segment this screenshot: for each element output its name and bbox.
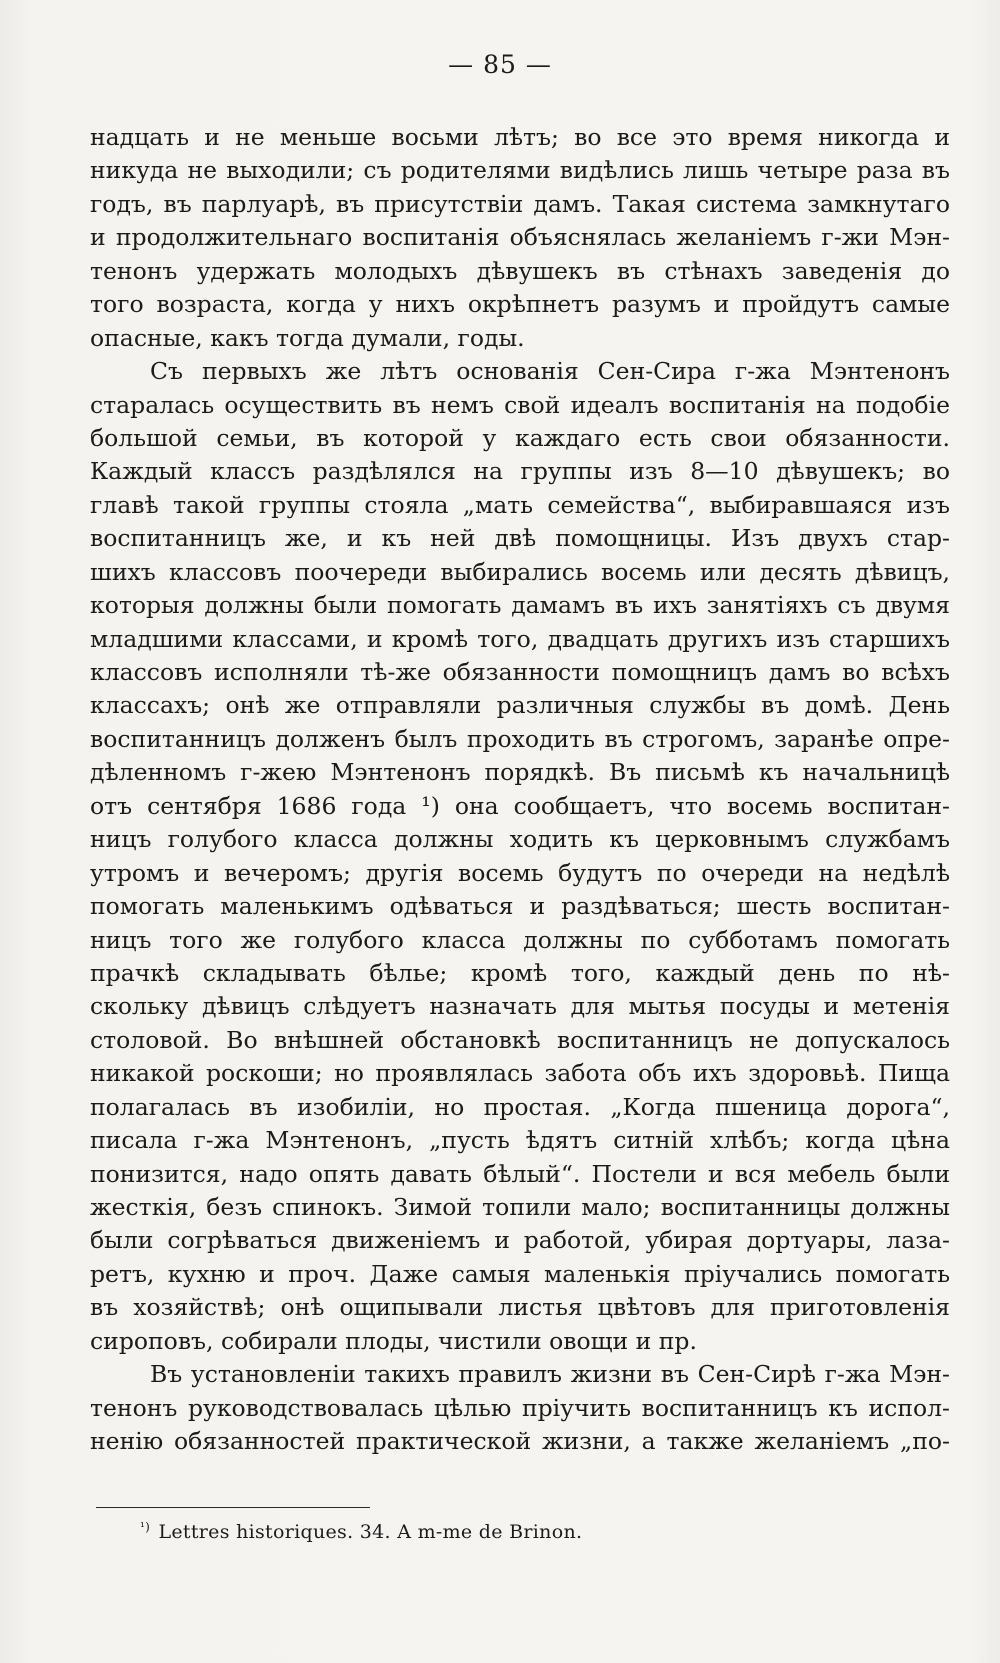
text-line: воспитанницъ же, и къ ней двѣ помощницы. Изъ двухъ стар- [90, 524, 950, 553]
text-line: старалась осуществить въ немъ свой идеалъ воспитанія на подобіе [90, 390, 950, 419]
text-line: Въ установленіи такихъ правилъ жизни въ Сен-Сирѣ г-жа Мэн- [150, 1360, 950, 1389]
text-line: полагалась въ изобиліи, но простая. „Когда пшеница дорога“, [90, 1092, 950, 1121]
text-line: никакой роскоши; но проявлялась забота объ ихъ здоровьѣ. Пища [90, 1059, 950, 1088]
text-line: тенонъ руководствовалась цѣлью пріучить воспитанницъ къ испол- [90, 1393, 950, 1422]
text-line: сироповъ, собирали плоды, чистили овощи и пр. [90, 1326, 697, 1355]
footnote [140, 1520, 582, 1543]
text-line: годъ, въ парлуарѣ, въ присутствіи дамъ. Такая система замкнутаго [90, 189, 950, 218]
text-line: младшими классами, и кромѣ того, двадцать другихъ изъ старшихъ [90, 624, 950, 653]
text-line: понизится, надо опять давать бѣлый“. Постели и вся мебель были [90, 1159, 950, 1188]
text-line: Съ первыхъ же лѣтъ основанія Сен-Сира г-жа Мэнтенонъ [150, 357, 950, 386]
text-line: тенонъ удержать молодыхъ дѣвушекъ въ стѣнахъ заведенія до [90, 256, 950, 285]
footnote-divider [96, 1507, 370, 1508]
text-line: никуда не выходили; съ родителями видѣлись лишь четыре раза въ [90, 156, 950, 185]
text-line: ретъ, кухню и проч. Даже самыя маленькія пріучались помогать [90, 1259, 950, 1288]
text-line: ненію обязанностей практической жизни, а также желаніемъ „по- [90, 1427, 950, 1456]
text-line: главѣ такой группы стояла „мать семейства“, выбиравшаяся изъ [90, 490, 950, 519]
text-line: Каждый классъ раздѣлялся на группы изъ 8—10 дѣвушекъ; во [90, 457, 950, 486]
text-line: въ хозяйствѣ; онѣ ощипывали листья цвѣтовъ для приготовленія [90, 1293, 950, 1322]
text-line: классовъ исполняли тѣ-же обязанности помощницъ дамъ во всѣхъ [90, 658, 950, 686]
text-line: писала г-жа Мэнтенонъ, „пусть ѣдятъ ситній хлѣбъ; когда цѣна [90, 1126, 950, 1155]
text-line: ницъ голубого класса должны ходить къ церковнымъ службамъ [90, 825, 950, 854]
text-line: скольку дѣвицъ слѣдуетъ назначать для мытья посуды и метенія [90, 992, 950, 1021]
text-line: помогать маленькимъ одѣваться и раздѣваться; шесть воспитан- [90, 892, 950, 921]
text-line: отъ сентября 1686 года ¹) она сообщаетъ, что восемь воспитан- [90, 791, 950, 820]
page-number: — 85 — [448, 50, 552, 79]
text-line: жесткія, безъ спинокъ. Зимой топили мало; воспитанницы должны [90, 1193, 950, 1221]
text-line: утромъ и вечеромъ; другія восемь будутъ по очереди на недѣлѣ [90, 858, 950, 887]
text-line: надцать и не меньше восьми лѣтъ; во все это время никогда и [90, 123, 950, 151]
body-text [90, 121, 950, 1459]
text-line: и продолжительнаго воспитанія объяснялась желаніемъ г-жи Мэн- [90, 223, 950, 252]
text-line: классахъ; онѣ же отправляли различныя службы въ домѣ. День [90, 691, 950, 720]
footnote-marker: ¹) [140, 1520, 151, 1534]
text-line: были согрѣваться движеніемъ и работой, убирая дортуары, лаза- [90, 1226, 950, 1255]
text-line: которыя должны были помогать дамамъ въ ихъ занятіяхъ съ двумя [90, 591, 950, 620]
text-line: воспитанницъ долженъ былъ проходить въ строгомъ, заранѣе опре- [90, 724, 950, 753]
footnote-text: Lettres historiques. 34. A m-me de Brinon. [158, 1521, 583, 1543]
text-line: опасные, какъ тогда думали, годы. [90, 323, 525, 352]
text-line: дѣленномъ г-жею Мэнтенонъ порядкѣ. Въ письмѣ къ начальницѣ [90, 758, 950, 787]
text-line: ницъ того же голубого класса должны по субботамъ помогать [90, 925, 950, 954]
text-line: прачкѣ складывать бѣлье; кромѣ того, каждый день по нѣ- [90, 958, 950, 987]
text-line: большой семьи, въ которой у каждаго есть свои обязанности. [90, 423, 950, 452]
text-line: столовой. Во внѣшней обстановкѣ воспитанницъ не допускалось [90, 1025, 950, 1054]
text-line: шихъ классовъ поочереди выбирались восемь или десять дѣвицъ, [90, 557, 950, 586]
text-line: того возраста, когда у нихъ окрѣпнетъ разумъ и пройдутъ самые [90, 290, 950, 319]
